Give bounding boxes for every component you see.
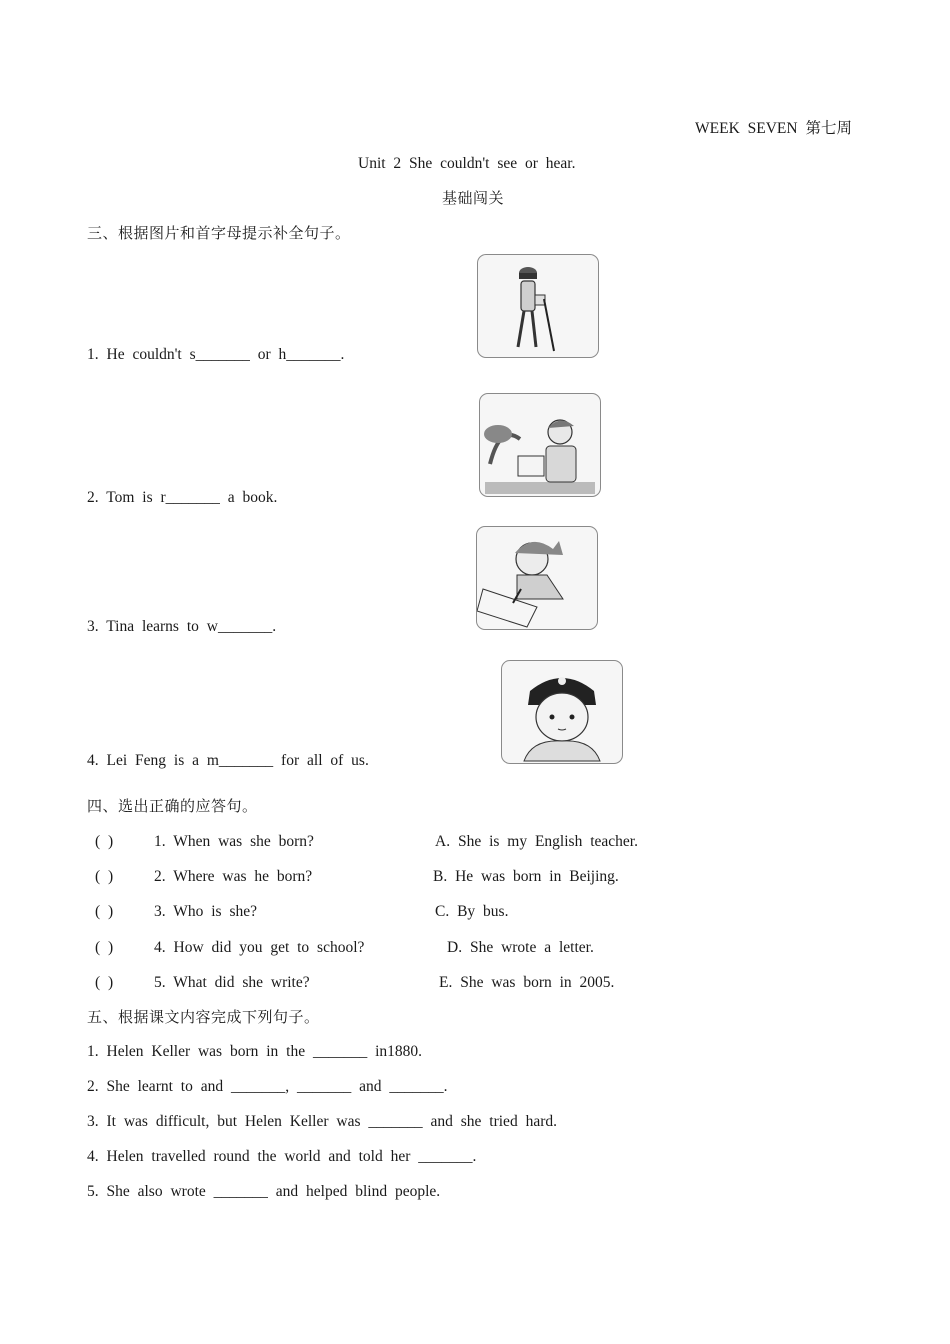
section5-item-5: 5. She also wrote _______ and helped blind people.: [87, 1183, 441, 1200]
answer-blank[interactable]: ( ): [95, 833, 114, 850]
boy-reading-picture: [479, 393, 601, 497]
section3-item-2: 2. Tom is r_______ a book.: [87, 489, 278, 506]
answer-blank[interactable]: ( ): [95, 903, 114, 920]
answer-option: C. By bus.: [435, 903, 509, 920]
week-label: WEEK SEVEN 第七周: [695, 120, 852, 137]
section3-item-4: 4. Lei Feng is a m_______ for all of us.: [87, 752, 369, 769]
blind-man-picture: [477, 254, 599, 358]
question-text: 3. Who is she?: [154, 903, 257, 920]
girl-writing-picture: [476, 526, 598, 630]
question-text: 4. How did you get to school?: [154, 939, 365, 956]
question-text: 2. Where was he born?: [154, 868, 313, 885]
lei-feng-picture: [501, 660, 623, 764]
answer-blank[interactable]: ( ): [95, 868, 114, 885]
question-text: 5. What did she write?: [154, 974, 310, 991]
answer-option: B. He was born in Beijing.: [433, 868, 619, 885]
section5-item-2: 2. She learnt to and _______, _______ and _______.: [87, 1078, 448, 1095]
section5-item-3: 3. It was difficult, but Helen Keller was _______ and she tried hard.: [87, 1113, 557, 1130]
section5-item-4: 4. Helen travelled round the world and told her _______.: [87, 1148, 477, 1165]
answer-option: E. She was born in 2005.: [439, 974, 615, 991]
answer-blank[interactable]: ( ): [95, 974, 114, 991]
answer-option: D. She wrote a letter.: [447, 939, 594, 956]
unit-title: Unit 2 She couldn't see or hear.: [358, 155, 576, 172]
question-text: 1. When was she born?: [154, 833, 314, 850]
level-title: 基础闯关: [442, 189, 505, 207]
section3-item-3: 3. Tina learns to w_______.: [87, 618, 277, 635]
section3-title: 三、根据图片和首字母提示补全句子。: [87, 224, 351, 242]
section5-title: 五、根据课文内容完成下列句子。: [87, 1008, 320, 1026]
section5-item-1: 1. Helen Keller was born in the _______ in1880.: [87, 1043, 423, 1060]
section3-item-1: 1. He couldn't s_______ or h_______.: [87, 346, 345, 363]
answer-blank[interactable]: ( ): [95, 939, 114, 956]
section4-title: 四、选出正确的应答句。: [87, 797, 258, 815]
answer-option: A. She is my English teacher.: [435, 833, 638, 850]
